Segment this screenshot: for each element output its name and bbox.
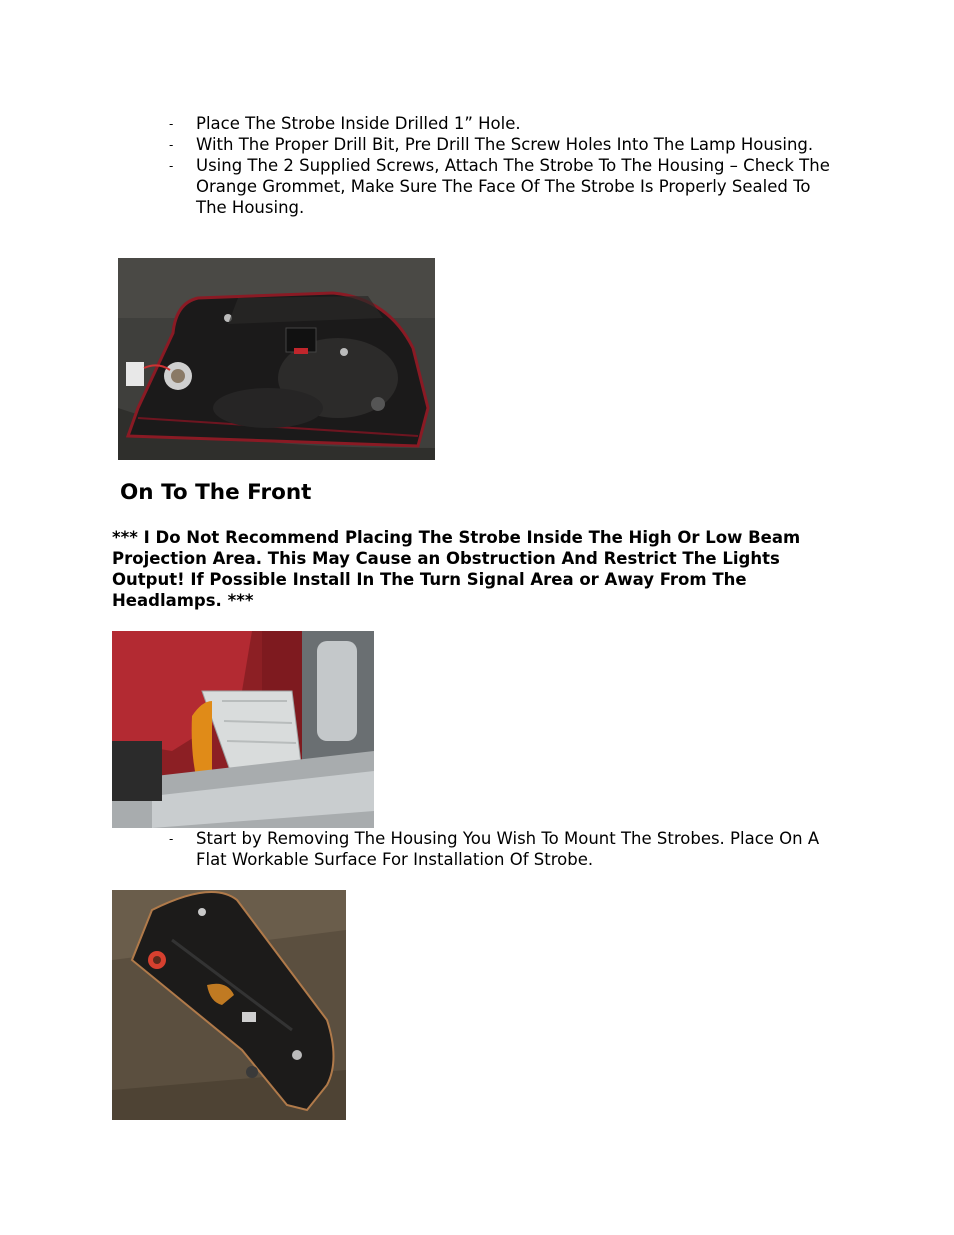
- step-text: Place The Strobe Inside Drilled 1” Hole.: [196, 114, 521, 133]
- step-text: Using The 2 Supplied Screws, Attach The Strobe To The Housing – Check The Orange Grommet, Make Sure The Face Of The Strobe Is Properly Sealed To The Housing.: [196, 156, 830, 217]
- warning-note: *** I Do Not Recommend Placing The Strobe Inside The High Or Low Beam Projection Area. This May Cause an Obstruction And Restrict The Lights Output! If Possible Install In The Turn Signal Area or Away From The Headlamps. ***: [112, 528, 801, 610]
- bullet-dash: -: [169, 832, 174, 846]
- bullet-dash: -: [169, 138, 174, 152]
- tail-lamp-housing-photo: [118, 258, 435, 460]
- step-text: Start by Removing The Housing You Wish To Mount The Strobes. Place On A Flat Workable Surface For Installation Of Strobe.: [196, 829, 820, 869]
- step-text: With The Proper Drill Bit, Pre Drill The Screw Holes Into The Lamp Housing.: [196, 135, 814, 154]
- truck-front-corner-photo: [112, 631, 374, 828]
- list-item: [0, 134, 954, 155]
- bullet-dash: -: [169, 159, 174, 173]
- list-item: [0, 828, 954, 870]
- bullet-dash: -: [169, 117, 174, 131]
- steps-list-top: [0, 113, 954, 218]
- removed-housing-photo: [112, 890, 346, 1120]
- list-item: [0, 113, 954, 134]
- steps-list-bottom: [0, 828, 954, 870]
- list-item: [0, 155, 954, 218]
- section-heading: On To The Front: [120, 480, 312, 505]
